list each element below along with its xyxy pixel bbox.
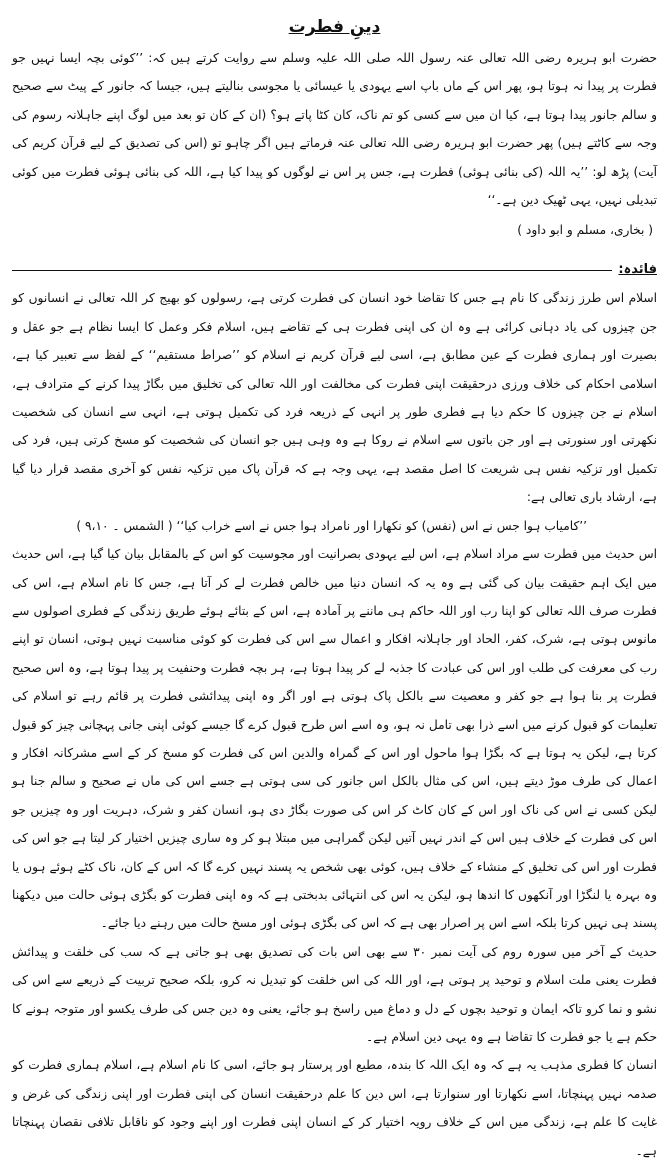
- faida-heading-rule: [12, 270, 612, 271]
- faida-paragraph-1: [12, 284, 657, 540]
- quran-quote-reference: ( الشمس ۔ ۹،۱۰ ): [76, 518, 173, 533]
- hadith-reference: ( بخاری، مسلم و ابو داود ): [517, 223, 653, 238]
- page-title: دینِ فطرت: [288, 17, 381, 37]
- faida-paragraph-1-main: اسلام اس طرز زندگی کا نام ہے جس کا تقاضا خود انسان کی فطرت کرتی ہے، رسولوں کو بھیج کر اللہ تعالی نے انسانوں کو جن چیزوں کی یاد دہانی کرائی ہے وہ ان کی اپنی فطرت ہی کے تقاضے ہیں، اسلام فکر وعمل کا ایسا نظام ہے جو عقل و بصیرت اور ہماری فطرت کے عین مطابق ہے، اسی لیے قرآن کریم نے اسلام کو ’’صراط مستقیم‘‘ کے لفظ سے تعبیر کیا ہے، اسلامی احکام کی خلاف ورزی درحقیقت اپنی فطرت کی مخالفت اور اللہ تعالی کی تخلیق میں بگاڑ پیدا کرنے کے مترادف ہے، اسلام نے جن چیزوں کا حکم دیا ہے فطری طور پر انہی کے ذریعہ فرد کی تکمیل ہوتی ہے، انہی سے انسان کی شخصیت نکھرتی اور سنورتی ہے اور جن باتوں سے اسلام نے روکا ہے وہ وہی ہیں جو انسان کی شخصیت کو مسخ کرتی ہیں، فرد کی تکمیل اور تزکیہ نفس ہی شریعت کا اصل مقصد ہے، یہی وجہ ہے کہ قرآن پاک میں تزکیہ نفس کو آخری مقصد قرار دیا گیا ہے، ارشاد باری تعالی ہے:: [12, 291, 657, 505]
- hadith-text: حضرت ابو ہریرہ رضی اللہ تعالی عنہ رسول اللہ صلی اللہ علیہ وسلم سے روایت کرتے ہیں کہ: ’’کوئی بچہ ایسا نہیں جو فطرت پر پیدا نہ ہوتا ہو، پھر اس کے ماں باپ اسے یہودی یا عیسائی یا مجوسی بنالیتے ہیں، جیسا کہ جانور کے پیٹ سے صحیح و سالم جانور پیدا ہوتا ہے، کیا ان میں سے کسی کو تم ناک، کان کٹا پاتے ہو؟ (ان کے کان تو بعد میں لوگ اپنے جاہلانہ رسوم کی وجہ سے کاٹتے ہیں) پھر حضرت ابو ہریرہ رضی اللہ تعالی عنہ فرماتے ہیں اگر چاہو تو (اس کی تصدیق کے لیے قرآن کریم کی آیت) پڑھ لو: ’’یہ اللہ (کی بنائی ہوئی) فطرت ہے، جس پر اس نے لوگوں کو پیدا کیا ہے، اللہ کی بنائی ہوئی فطرت میں کوئی تبدیلی نہیں، یہی ٹھیک دین ہے۔‘‘: [12, 51, 657, 208]
- faida-heading-label: فائدہ:: [618, 262, 657, 278]
- faida-paragraph-3: حدیث کے آخر میں سورہ روم کی آیت نمبر ۳۰ سے بھی اس بات کی تصدیق بھی ہو جاتی ہے کہ سب کی خلقت و پیدائش فطرت یعنی ملت اسلام و توحید پر ہوتی ہے، اور اللہ کی اس خلقت کو تبدیل نہ کرو، بلکہ صحیح تربیت کے ذریعے سے اس کی نشو و نما کرو تاکہ ایمان و توحید بچوں کے دل و دماغ میں راسخ ہو جائے، یعنی وہ دین جس کی طرف یکسو اور متوجہ ہونے کا حکم ہے یا جو فطرت کا تقاضا ہے وہ یہی دین اسلام ہے۔: [12, 944, 657, 1044]
- quran-quote: ’’کامیاب ہوا جس نے اس (نفس) کو نکھارا اور نامراد ہوا جس نے اسے خراب کیا‘‘: [176, 518, 587, 533]
- faida-heading: [12, 258, 657, 282]
- faida-paragraph-4: انسان کا فطری مذہب یہ ہے کہ وہ ایک اللہ کا بندہ، مطیع اور پرستار ہو جائے، اسی کا نام اسلام ہے، اسلام ہماری فطرت کو صدمہ نہیں پہنچاتا، اسے نکھارتا اور سنوارتا ہے، اس دین کا علم درحقیقت انسان کی اپنی فطرت اور اپنی زندگی کی غرض و غایت کا علم ہے، زندگی میں اس کے خلاف رویہ اختیار کر کے انسان اپنی فطرت اور اپنے وجود کو ناقابل تلافی نقصان پہنچاتا ہے۔: [12, 1058, 657, 1158]
- faida-paragraph-2: اس حدیث میں فطرت سے مراد اسلام ہے، اس لیے یہودی بصرانیت اور مجوسیت کو اس کے بالمقابل بیان کیا گیا ہے، اس حدیث میں ایک اہم حقیقت بیان کی گئی ہے وہ یہ کہ انسان دنیا میں خالص فطرت لے کر آتا ہے، جس کا نام اسلام ہے، اس کی فطرت صرف اللہ تعالی کو اپنا رب اور اللہ حاکم ہی ماننے پر آمادہ ہے، اس کے بتائے ہوئے طریق زندگی کے فطری اصولوں سے مانوس ہوتی ہے، شرک، کفر، الحاد اور جاہلانہ افکار و اعمال سے اس کی فطرت کو کوئی مناسبت نہیں ہوتی، انسان تو اپنے رب کی معرفت کی طلب اور اس کی عبادت کا جذبہ لے کر پیدا ہوتا ہے، ہر بچہ فطرت وحنفیت پر پیدا ہوتا ہے، وہ اس صحیح فطرت پر بنا ہوا ہے جو کفر و معصیت سے بالکل پاک ہوتی ہے اور اگر وہ اپنی پیدائشی فطرت پر قائم رہے تو اسلام کی تعلیمات کو قبول کرنے میں اسے ذرا بھی تامل نہ ہو، وہ اسے اس طرح قبول کرے گا جیسے کوئی اپنی جانی پہچانی چیز کو قبول کرتا ہے، لیکن یہ ہوتا ہے کہ بگڑا ہوا ماحول اور اس کے گمراہ والدین اس کی فطرت کو مسخ کر کے اسے مشرکانہ افکار و اعمال کی طرف موڑ دیتے ہیں، اس کی مثال بالکل اس جانور کی سی ہوتی ہے جسے اس کی ماں نے صحیح و سالم جنا ہو لیکن کسی نے اس کی ناک اور اس کے کان کاٹ کر اس کی صورت بگاڑ دی ہو، انسان کفر و شرک، دہریت اور وہ چیزیں جو اس کی فطرت کے خلاف ہیں اس کے اندر نہیں آتیں لیکن گمراہی میں مبتلا ہو کر وہ ساری چیزیں اختیار کر لیتا ہے جو اس کی فطرت اور اس کی تخلیق کے منشاء کے خلاف ہیں، کوئی بھی شخص یہ پسند نہیں کرے گا کہ اس کے کان، ناک کٹے ہوئے ہوں یا وہ بہرہ یا لنگڑا اور آنکھوں کا اندھا ہو، لیکن یہ اس کی انتہائی بدبختی ہے کہ وہ اپنی فطرت کو بگڑی ہوئی حالت میں دیکھنا پسند ہی نہیں کرتا بلکہ اسے اس پر اصرار بھی ہے کہ اس کی بگڑی ہوئی اور مسخ حالت میں رہنے دیا جائے۔: [12, 547, 657, 931]
